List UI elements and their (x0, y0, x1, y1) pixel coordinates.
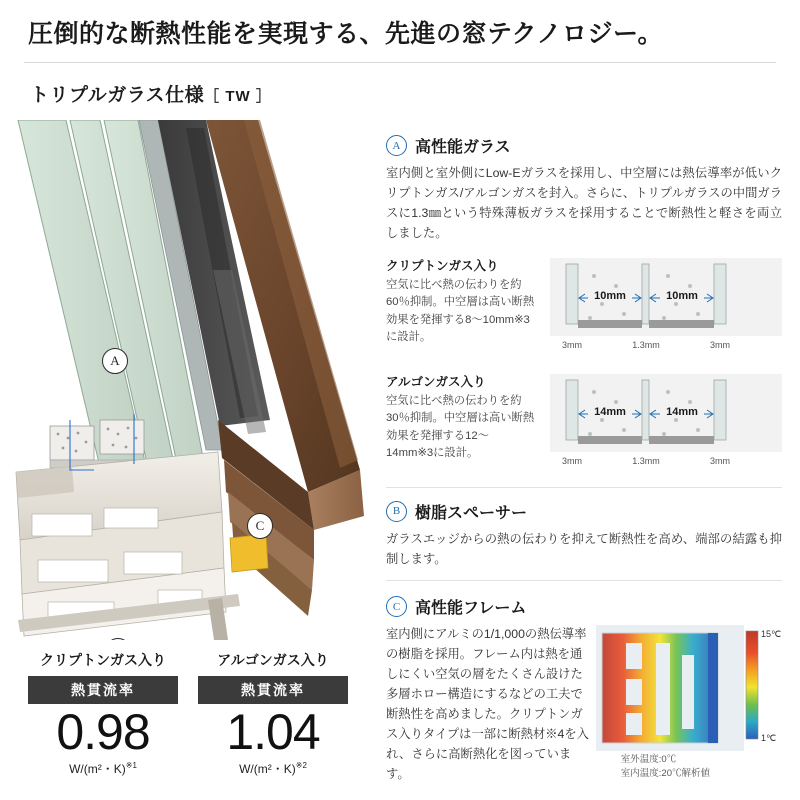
badge-a: A (102, 348, 128, 374)
krypton-diagram (550, 258, 782, 356)
value-card-unit-text: W/(m²・K) (69, 761, 126, 776)
right-content-column (386, 134, 782, 785)
value-card-number: 0.98 (56, 704, 150, 760)
value-card-title: アルゴンガス入り (217, 652, 329, 668)
window-cross-section-illustration (8, 120, 368, 640)
krypton-title: クリプトンガス入り (386, 258, 499, 273)
section-c-title: 高性能フレーム (415, 600, 527, 618)
value-card-unit-text: W/(m²・K) (239, 761, 296, 776)
krypton-pane-label-2: 1.3mm (632, 339, 660, 350)
value-card-note: ※1 (125, 760, 137, 770)
section-b (386, 500, 782, 570)
performance-values (20, 650, 370, 790)
section-divider-2 (386, 580, 782, 581)
krypton-pane-label-3: 3mm (710, 339, 730, 350)
section-b-header (386, 500, 782, 523)
section-a-title: 高性能ガラス (415, 139, 511, 156)
argon-pane-label-3: 3mm (710, 455, 730, 466)
badge-c: C (247, 513, 273, 539)
argon-pane-label-2: 1.3mm (632, 455, 660, 466)
argon-block (386, 372, 782, 476)
section-divider-1 (386, 487, 782, 488)
value-card-title: クリプトンガス入り (40, 652, 166, 668)
argon-text: 空気に比べ熱の伝わりを約30％抑制。中空層は高い断熱効果を発揮する12～14mm※3に設計。 (386, 394, 535, 460)
section-a (386, 134, 782, 476)
argon-pane-label-1: 3mm (562, 455, 582, 466)
value-card-bar-label: 熱貫流率 (28, 676, 178, 704)
value-card-note: ※2 (295, 760, 307, 770)
argon-title: アルゴンガス入り (386, 374, 486, 389)
value-card-unit (28, 760, 178, 777)
section-b-title: 樹脂スペーサー (415, 504, 528, 522)
marker-a-icon: A (386, 135, 407, 156)
value-card-krypton (28, 650, 178, 777)
subheading-tag: ［ TW ］ (204, 88, 272, 105)
value-card-unit (198, 760, 348, 777)
section-c-header (386, 595, 782, 618)
cross-section-svg (8, 120, 368, 640)
section-c-content (386, 625, 782, 784)
krypton-gap-label-1: 10mm (594, 289, 626, 302)
value-card-number: 1.04 (226, 704, 320, 760)
scale-top-label: 15℃ (761, 629, 782, 640)
marker-b-icon: B (386, 501, 407, 522)
krypton-gap-label-2: 10mm (666, 289, 698, 302)
argon-gap-label-1: 14mm (594, 405, 626, 418)
marker-c-icon: C (386, 596, 407, 617)
section-a-body: 室内側と室外側にLow-Eガラスを採用し、中空層には熱伝導率が低いクリプトンガス/アルゴンガスを封入。さらに、トリプルガラスの中間ガラスに1.3㎜という特殊薄板ガラスを採用することで断熱性と軽さを両立しました。 (386, 166, 782, 240)
value-card-argon (198, 650, 348, 777)
scale-bottom-label: 1℃ (761, 733, 777, 744)
section-c (386, 595, 782, 784)
section-c-body: 室内側にアルミの1/1,000の熱伝導率の樹脂を採用。フレーム内は熱を通しにくい空気の層をたくさん設けた多層ホロー構造にするなどの工夫で断熱性を高めました。クリプトンガス入りタイプは一部に断熱材※4を入れ、さらに高断熱化を図っています。 (386, 627, 589, 781)
value-card-bar-label: 熱貫流率 (198, 676, 348, 704)
section-b-body: ガラスエッジからの熱の伝わりを抑えて断熱性を高め、端部の結露も抑制します。 (386, 531, 782, 566)
header-divider (24, 62, 776, 63)
krypton-text: 空気に比べ熱の伝わりを約60％抑制。中空層は高い断熱効果を発揮する8～10mm※3に設計。 (386, 278, 535, 344)
argon-gap-label-2: 14mm (666, 405, 698, 418)
section-a-header (386, 134, 782, 157)
argon-diagram (550, 374, 782, 472)
subheading-text: トリプルガラス仕様 (30, 85, 205, 106)
thermal-analysis-caption: 室外温度:0℃ 室内温度:20℃解析値 (620, 754, 710, 780)
krypton-block (386, 256, 782, 360)
page-headline: 圧倒的な断熱性能を実現する、先進の窓テクノロジー。 (28, 20, 664, 48)
krypton-pane-label-1: 3mm (562, 339, 582, 350)
page-subheading (30, 80, 272, 107)
